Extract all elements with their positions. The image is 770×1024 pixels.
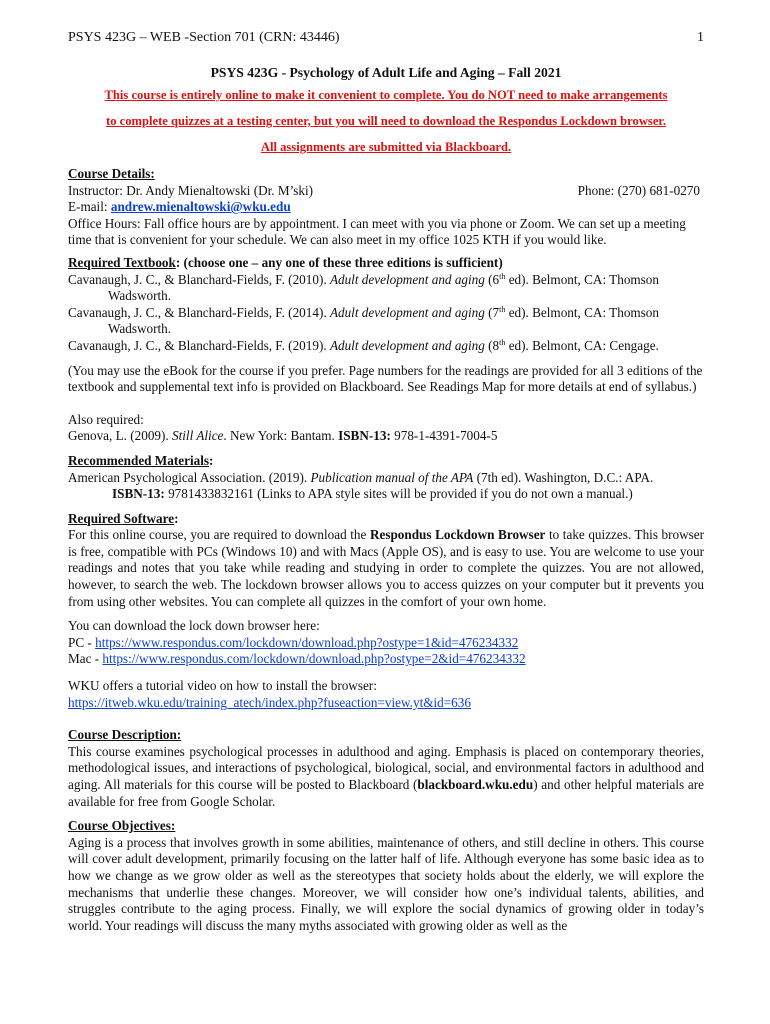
pc-download-line xyxy=(68,635,704,652)
course-details-section xyxy=(68,166,704,249)
email-line xyxy=(68,199,704,216)
download-intro: You can download the lock down browser here: xyxy=(68,618,320,634)
ref-authors: American Psychological Association. (2019). xyxy=(68,469,311,485)
objectives-section xyxy=(68,818,704,934)
description-paragraph xyxy=(68,744,704,810)
isbn-label: ISBN-13: xyxy=(338,428,391,444)
page-header xyxy=(68,28,704,48)
ref-publisher: ed). Belmont, CA: Thomson Wadsworth. xyxy=(108,271,659,304)
notice-line-3: All assignments are submitted via Blackboard. xyxy=(260,140,512,154)
heading-colon: : xyxy=(174,510,179,526)
instructor-row xyxy=(68,183,704,200)
description-section xyxy=(68,727,704,810)
also-required-label: Also required: xyxy=(68,411,144,427)
software-text-rest: to take quizzes. This browser is free, compatible with PCs (Windows 10) and with Macs (Apple OS), and is easy to use. You are welcome to use your readings and notes that you take while reading and studying in order to complete the quizzes. You are not allowed, however, to search the web. The lockdown browser allows you to access quizzes on your computer but it prevents you from using other websites. You can complete all quizzes in the comfort of your own home. xyxy=(68,527,705,609)
ref-edition-sup: th xyxy=(499,337,506,347)
heading-colon: : xyxy=(209,452,214,468)
ref-edition: (6 xyxy=(484,271,500,287)
mac-download-line xyxy=(68,651,704,668)
description-heading: Course Description: xyxy=(68,727,182,743)
ref-title: Adult development and aging xyxy=(329,304,485,320)
ref-publisher: (7th ed). Washington, D.C.: APA. xyxy=(473,469,654,485)
ref-publisher: ed). Belmont, CA: Cengage. xyxy=(505,337,659,353)
ref-authors: Cavanaugh, J. C., & Blanchard-Fields, F. (2014). xyxy=(68,304,330,320)
email-label: E-mail: xyxy=(68,199,111,215)
mac-label: Mac - xyxy=(68,651,103,667)
textbook-note: (You may use the eBook for the course if you prefer. Page numbers for the readings are provided for all 3 editions of the textbook and supplemental text info is provided on Blackboard. See Readings Map for more details at end of syllabus.) xyxy=(68,362,703,395)
ref-edition: (7 xyxy=(484,304,500,320)
textbook-heading-line xyxy=(68,255,704,272)
office-hours: Office Hours: Fall office hours are by appointment. I can meet with you via phone or Zoom. We can set up a meeting time that is convenient for your schedule. We can also meet in my office 1025 KTH if you would like. xyxy=(68,215,686,248)
ref-publisher: . New York: Bantam. xyxy=(223,428,339,444)
isbn-value: 9781433832161 (Links to APA style sites will be provided if you do not own a manual.) xyxy=(164,486,633,502)
pc-label: PC - xyxy=(68,634,96,650)
textbook-section xyxy=(68,255,704,445)
recommended-ref xyxy=(68,470,704,487)
ref-title: Adult development and aging xyxy=(329,271,485,287)
respondus-name: Respondus Lockdown Browser xyxy=(369,527,546,543)
tutorial-link[interactable]: https://itweb.wku.edu/training_atech/index.php?fuseaction=view.yt&id=636 xyxy=(68,694,471,710)
ref-title: Publication manual of the APA xyxy=(310,469,474,485)
isbn-label: ISBN-13: xyxy=(112,486,165,502)
ref-authors: Cavanaugh, J. C., & Blanchard-Fields, F. (2019). xyxy=(68,337,330,353)
ref-title: Adult development and aging xyxy=(329,337,485,353)
objectives-heading: Course Objectives: xyxy=(68,818,176,834)
ref-publisher: ed). Belmont, CA: Thomson Wadsworth. xyxy=(108,304,659,337)
mac-download-link[interactable]: https://www.respondus.com/lockdown/download.php?ostype=2&id=476234332 xyxy=(102,651,526,667)
textbook-ref-2 xyxy=(68,305,704,338)
software-text: For this online course, you are required to download the xyxy=(68,527,370,543)
ref-title: Still Alice xyxy=(172,428,224,444)
software-heading-line xyxy=(68,511,704,528)
email-link[interactable]: andrew.mienaltowski@wku.edu xyxy=(110,199,291,215)
recommended-heading-line xyxy=(68,453,704,470)
notice-line-2: to complete quizzes at a testing center, but you will need to download the Respondus Lockdown browser. xyxy=(106,114,666,128)
isbn-value: 978-1-4391-7004-5 xyxy=(390,428,498,444)
blackboard-url: blackboard.wku.edu xyxy=(417,777,534,792)
description-text: This course examines psychological processes in adulthood and aging. Emphasis is placed on contemporary theories, methodological issues, and interactions of psychological, biological, social, and environmental factors in adulthood and aging. All materials for this course will be posted to Blackboard ( xyxy=(68,743,704,792)
ref-edition-sup: th xyxy=(499,271,506,281)
notice-line-1: This course is entirely online to make it convenient to complete. You do NOT need to make arrangements xyxy=(104,88,668,102)
recommended-heading: Recommended Materials xyxy=(68,452,209,468)
textbook-heading: Required Textbook xyxy=(68,254,176,270)
syllabus-page xyxy=(68,28,704,934)
textbook-ref-3 xyxy=(68,338,704,355)
software-paragraph xyxy=(68,527,704,610)
recommended-section xyxy=(68,453,704,503)
document-title: PSYS 423G - Psychology of Adult Life and Aging – Fall 2021 xyxy=(210,65,562,80)
online-notice xyxy=(68,82,704,160)
description-text-rest: ) and other helpful materials are available for free from Google Scholar. xyxy=(68,777,704,809)
instructor-phone: Phone: (270) 681-0270 xyxy=(577,182,700,198)
software-heading: Required Software xyxy=(68,510,175,526)
instructor-name: Instructor: Dr. Andy Mienaltowski (Dr. M’ski) xyxy=(68,182,314,198)
textbook-ref-1 xyxy=(68,272,704,305)
textbook-heading-suffix: : (choose one – any one of these three editions is sufficient) xyxy=(175,254,503,270)
objectives-paragraph: Aging is a process that involves growth in some abilities, maintenance of others, and still decline in others. This course will cover adult development, primarily focusing on the latter half of life. Although everyone has some basic idea as to how we change as we grow older as well as the stereotypes that society holds about the elderly, we will explore the mechanisms that underlie these changes. Moreover, we will consider how one’s individual talents, abilities, and struggles contribute to the aging process. Finally, we will explore the social dynamics of growing older in today’s world. Your readings will discuss the many myths associated with growing older as well as the xyxy=(68,834,704,933)
tutorial-line xyxy=(68,695,704,712)
pc-download-link[interactable]: https://www.respondus.com/lockdown/download.php?ostype=1&id=476234332 xyxy=(95,634,519,650)
course-header-line: PSYS 423G – WEB -Section 701 (CRN: 43446) xyxy=(68,30,340,45)
ref-edition: (8 xyxy=(484,337,500,353)
tutorial-intro: WKU offers a tutorial video on how to install the browser: xyxy=(68,678,377,694)
ref-edition-sup: th xyxy=(499,304,506,314)
recommended-isbn xyxy=(68,486,704,503)
ref-authors: Cavanaugh, J. C., & Blanchard-Fields, F. (2010). xyxy=(68,271,330,287)
ref-authors: Genova, L. (2009). xyxy=(68,428,173,444)
software-section xyxy=(68,511,704,712)
also-required-ref xyxy=(68,428,704,445)
page-number: 1 xyxy=(697,30,704,45)
course-details-heading: Course Details: xyxy=(68,166,155,181)
